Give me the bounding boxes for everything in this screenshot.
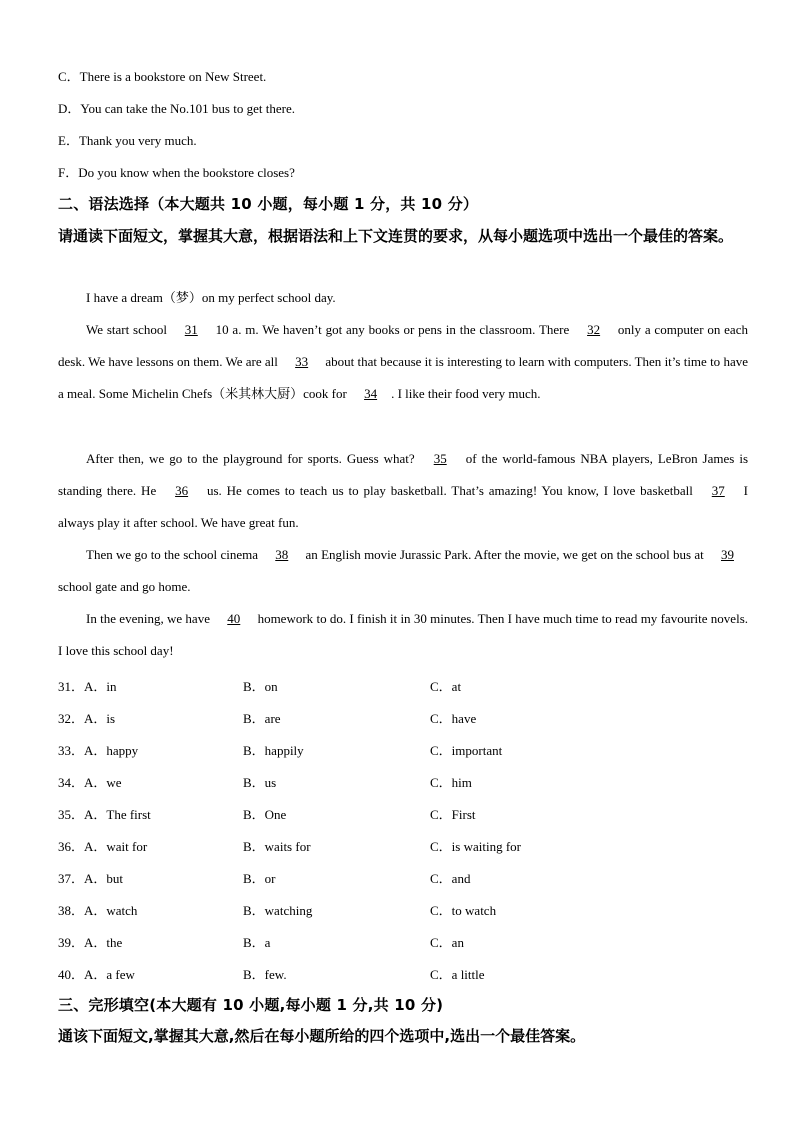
option-a: 34．A．we	[58, 775, 122, 790]
passage-paragraph-3	[58, 443, 748, 539]
passage-text: We start school	[86, 322, 171, 337]
question-40	[58, 964, 758, 984]
passage-text: 10 a. m. We haven’t got any books or pens in the classroom. There	[211, 322, 574, 337]
passage-text: Then we go to the school cinema	[86, 547, 262, 562]
option-b: B．on	[243, 679, 278, 694]
passage-paragraph-2	[58, 314, 748, 410]
passage-text: only a computer on each desk. We have lessons on them. We are all	[58, 322, 748, 369]
option-b: B．watching	[243, 903, 313, 918]
option-a: 32．A．is	[58, 711, 116, 726]
passage-text: In the evening, we have	[86, 611, 214, 626]
question-32	[58, 708, 758, 728]
option-c: C．to watch	[430, 903, 497, 918]
option-c: C．First	[430, 807, 476, 822]
question-39	[58, 932, 758, 952]
passage-text: school gate and go home.	[58, 579, 191, 594]
section-2-heading: 二、语法选择（本大题共 10 小题，每小题 1 分，共 10 分）	[58, 195, 479, 213]
option-b: B．a	[243, 935, 271, 950]
option-e: E．Thank you very much.	[58, 133, 197, 148]
option-b: B．happily	[243, 743, 304, 758]
option-b: B．few.	[243, 967, 287, 982]
passage-text: . I like their food very much.	[391, 386, 541, 401]
section-3-instruction: 通该下面短文,掌握其大意,然后在每小题所给的四个选项中,选出一个最佳答案。	[58, 1027, 586, 1045]
option-c: C．at	[430, 679, 462, 694]
option-b: B．us	[243, 775, 277, 790]
option-c: C．him	[430, 775, 472, 790]
option-a: 40．A．a few	[58, 967, 135, 982]
question-33	[58, 740, 758, 760]
blank-32: 32	[587, 322, 601, 337]
blank-37: 37	[711, 483, 725, 498]
option-c: C．is waiting for	[430, 839, 521, 854]
option-c: C．There is a bookstore on New Street.	[58, 69, 267, 84]
option-b: B．waits for	[243, 839, 311, 854]
option-a: 38．A．watch	[58, 903, 138, 918]
option-a: 35．A．The first	[58, 807, 151, 822]
option-d: D．You can take the No.101 bus to get there.	[58, 101, 295, 116]
blank-33: 33	[295, 354, 309, 369]
option-a: 36．A．wait for	[58, 839, 148, 854]
blank-31: 31	[184, 322, 198, 337]
option-c: C．an	[430, 935, 464, 950]
question-37	[58, 868, 758, 888]
passage-text: I always play it after school. We have great fun.	[58, 483, 748, 530]
question-36	[58, 836, 758, 856]
option-c: C．a little	[430, 967, 485, 982]
question-35	[58, 804, 758, 824]
blank-39: 39	[720, 547, 734, 562]
passage-text: I have a dream（梦）on my perfect school day.	[86, 290, 336, 305]
option-b: B．are	[243, 711, 281, 726]
section-2-instruction: 请通读下面短文，掌握其大意，根据语法和上下文连贯的要求，从每小题选项中选出一个最佳的答案。	[58, 227, 734, 245]
option-a: 31．A．in	[58, 679, 117, 694]
option-a: 37．A．but	[58, 871, 124, 886]
blank-40: 40	[227, 611, 241, 626]
passage-text: of the world-famous NBA players, LeBron James is standing there. He	[58, 451, 749, 498]
passage-paragraph-4	[58, 539, 748, 603]
option-b: B．or	[243, 871, 276, 886]
option-a: 33．A．happy	[58, 743, 139, 758]
passage-text: us. He comes to teach us to play basketball. That’s amazing! You know, I love basketball	[202, 483, 698, 498]
question-31	[58, 676, 758, 696]
question-38	[58, 900, 758, 920]
option-a: 39．A．the	[58, 935, 123, 950]
passage-paragraph-5	[58, 603, 748, 667]
option-c: C．have	[430, 711, 477, 726]
passage-text: After then, we go to the playground for sports. Guess what?	[86, 451, 420, 466]
blank-38: 38	[275, 547, 289, 562]
blank-35: 35	[433, 451, 447, 466]
passage-text: an English movie Jurassic Park. After the movie, we get on the school bus at	[302, 547, 707, 562]
option-c: C．important	[430, 743, 503, 758]
blank-36: 36	[175, 483, 189, 498]
passage-paragraph-1	[58, 282, 748, 314]
option-f: F．Do you know when the bookstore closes?	[58, 165, 295, 180]
option-c: C．and	[430, 871, 471, 886]
option-b: B．One	[243, 807, 287, 822]
question-34	[58, 772, 758, 792]
passage-text: about that because it is interesting to learn with computers. Then it’s time to have a meal. Some Michelin Chefs（米其林大厨）cook for	[58, 354, 748, 401]
section-3-heading: 三、完形填空(本大题有 10 小题,每小题 1 分,共 10 分)	[58, 996, 444, 1014]
blank-34: 34	[364, 386, 378, 401]
passage-text: homework to do. I finish it in 30 minutes. Then I have much time to read my favourite novels. I love this school day!	[58, 611, 749, 658]
